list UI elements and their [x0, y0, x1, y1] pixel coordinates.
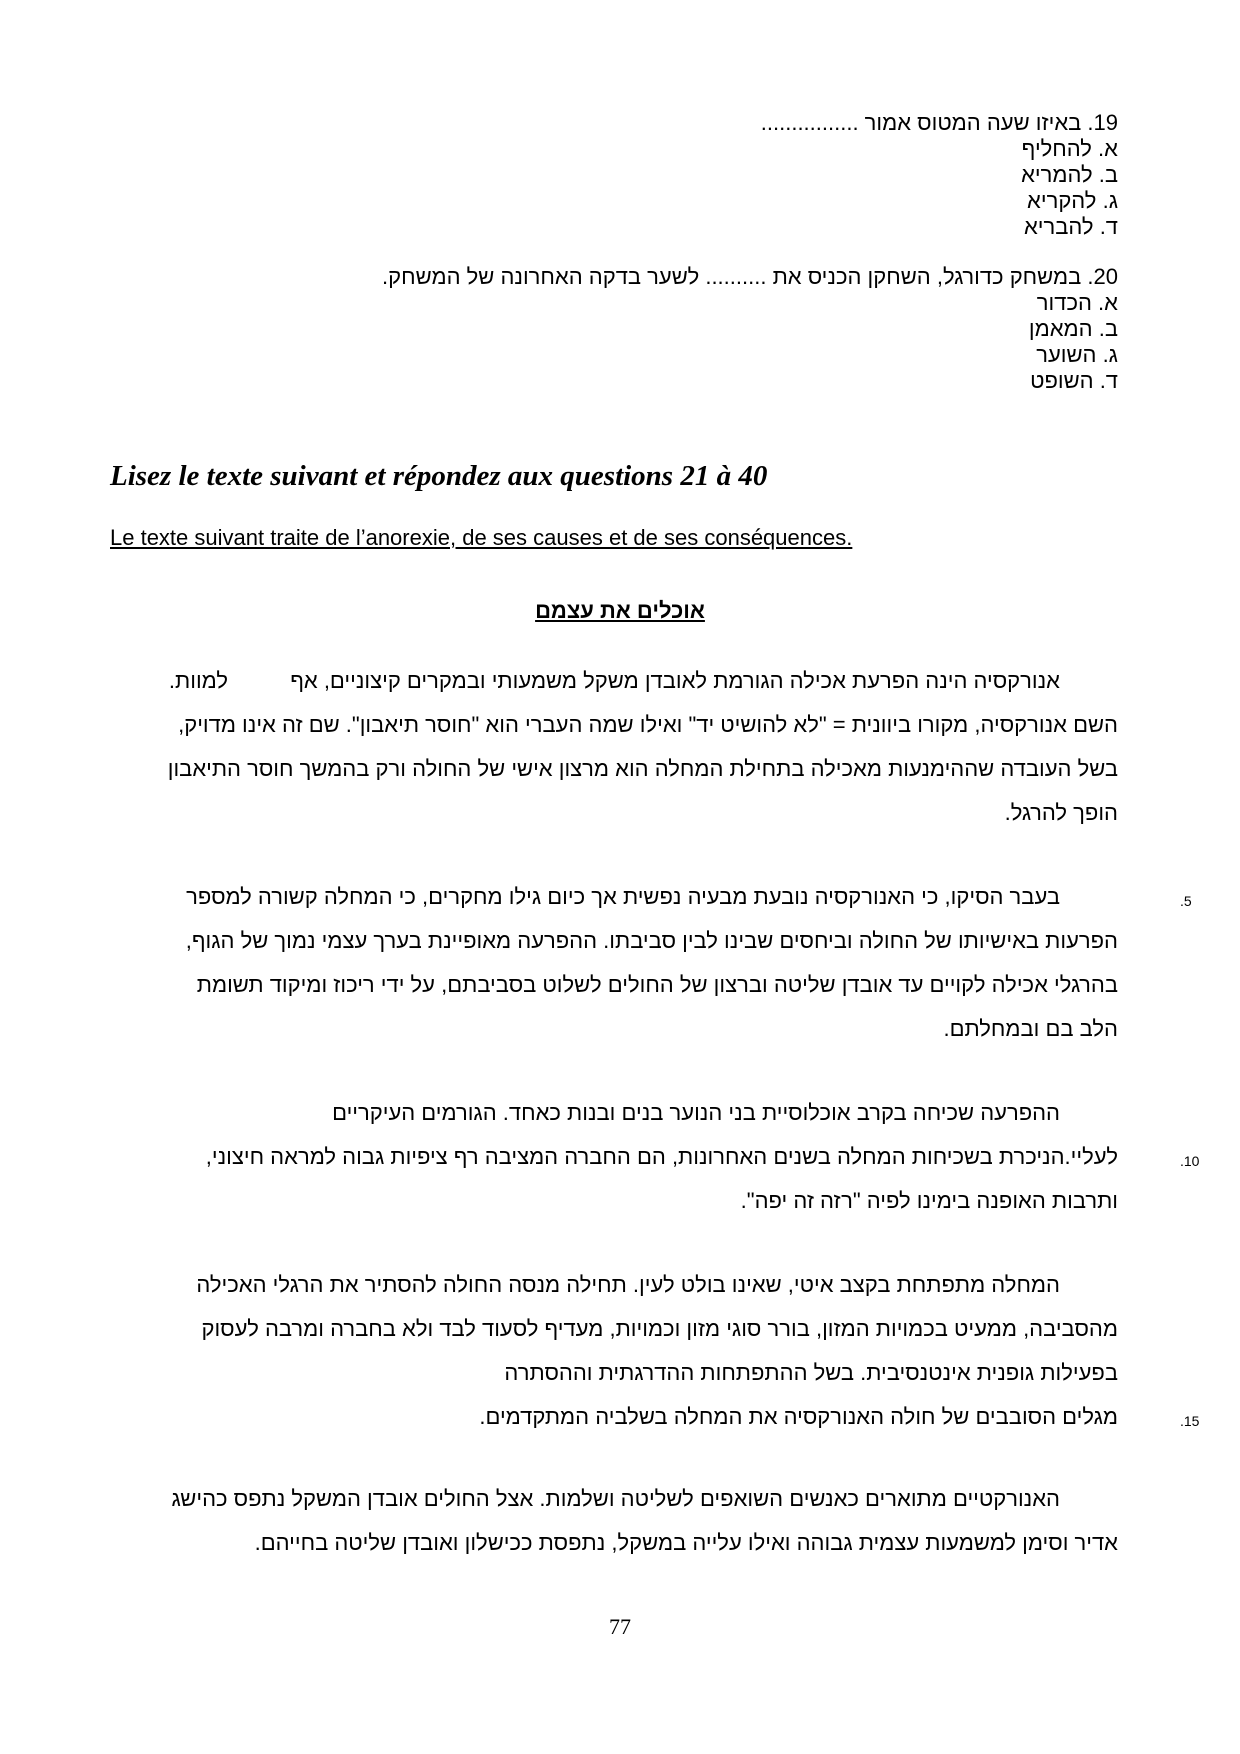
paragraph-2-line-1: בעבר הסיקו, כי האנורקסיה נובעת מבעיה נפשית אך כיום גילו מחקרים, כי המחלה קשורה למספר	[186, 884, 1060, 909]
paragraph-3-line-1: ההפרעה שכיחה בקרב אוכלוסיית בני הנוער בנים ובנות כאחד. הגורמים העיקריים	[332, 1100, 1060, 1125]
paragraph-4-line-2: מהסביבה, ממעיט בכמויות המזון, בורר סוגי מזון וכמויות, מעדיף לסעוד לבד ולא בחברה ומרבה לעסוק	[201, 1316, 1118, 1341]
paragraph-1-line-1: אנורקסיה הינה הפרעת אכילה הגורמת לאובדן משקל משמעותי ובמקרים קיצוניים, אף	[290, 668, 1060, 693]
question-19-option-a: א. להחליף	[1021, 136, 1118, 161]
paragraph-4-line-1: המחלה מתפתחת בקצב איטי, שאינו בולט לעין. תחילה מנסה החולה להסתיר את הרגלי האכילה	[196, 1272, 1060, 1297]
question-20-option-c: ג. השוער	[1036, 342, 1118, 367]
paragraph-2-line-2: הפרעות באישיותו של החולה וביחסים שבינו לבין סביבתו. ההפרעה מאופיינת בערך עצמי נמוך של הגוף,	[185, 928, 1118, 953]
paragraph-1-line-1-end: למוות.	[168, 668, 228, 693]
paragraph-1-line-2: השם אנורקסיה, מקורו ביוונית = "לא להושיט יד" ואילו שמה העברי הוא "חוסר תיאבון". שם זה אינו מדויק,	[178, 712, 1118, 737]
question-19-stem: 19. באיזו שעה המטוס אמור ................	[760, 110, 1118, 135]
question-19-option-b: ב. להמריא	[1021, 162, 1118, 187]
line-number-10: .10	[1180, 1153, 1200, 1169]
paragraph-2-line-4: הלב בם ובמחלתם.	[943, 1016, 1118, 1041]
page-number: 77	[609, 1614, 631, 1639]
question-19-option-c: ג. להקריא	[1027, 188, 1118, 213]
paragraph-5-line-1: האנורקטיים מתוארים כאנשים השואפים לשליטה ושלמות. אצל החולים אובדן המשקל נתפס כהישג	[171, 1486, 1060, 1511]
text-topic-subheading: Le texte suivant traite de l’anorexie, de ses causes et de ses conséquences.	[110, 525, 853, 550]
line-number-5: .5	[1180, 893, 1192, 909]
line-number-15: .15	[1180, 1413, 1200, 1429]
instruction-heading: Lisez le texte suivant et répondez aux questions 21 à 40	[110, 460, 768, 492]
paragraph-4-line-4: מגלים הסובבים של חולה האנורקסיה את המחלה בשלביה המתקדמים.	[479, 1404, 1118, 1429]
question-20-option-d: ד. השופט	[1030, 368, 1118, 393]
paragraph-4-line-3: בפעילות גופנית אינטנסיבית. בשל ההתפתחות ההדרגתית וההסתרה	[504, 1360, 1118, 1385]
question-20-option-a: א. הכדור	[1036, 290, 1118, 315]
question-20-stem: 20. במשחק כדורגל, השחקן הכניס את .......... לשער בדקה האחרונה של המשחק.	[382, 264, 1118, 289]
question-20-option-b: ב. המאמן	[1028, 316, 1118, 341]
paragraph-2-line-3: בהרגלי אכילה לקויים עד אובדן שליטה וברצון של החולים לשלוט בסביבתם, על ידי ריכוז ומיקוד תשומת	[196, 972, 1118, 997]
article-title: אוכלים את עצמם	[535, 598, 705, 623]
question-19-option-d: ד. להבריא	[1023, 214, 1118, 239]
paragraph-5-line-2: אדיר וסימן למשמעות עצמית גבוהה ואילו עלייה במשקל, נתפסת ככישלון ואובדן שליטה בחייהם.	[254, 1530, 1118, 1555]
paragraph-1-line-4: הופך להרגל.	[1004, 800, 1118, 825]
paragraph-3-line-2: לעליי.הניכרת בשכיחות המחלה בשנים האחרונות, הם החברה המציבה רף ציפיות גבוה למראה חיצוני,	[205, 1144, 1118, 1169]
paragraph-1-line-3: בשל העובדה שההימנעות מאכילה בתחילת המחלה הוא מרצון אישי של החולה ורק בהמשך חוסר התיאבון	[167, 756, 1118, 781]
paragraph-3-line-3: ותרבות האופנה בימינו לפיה "רזה זה יפה".	[740, 1188, 1118, 1213]
